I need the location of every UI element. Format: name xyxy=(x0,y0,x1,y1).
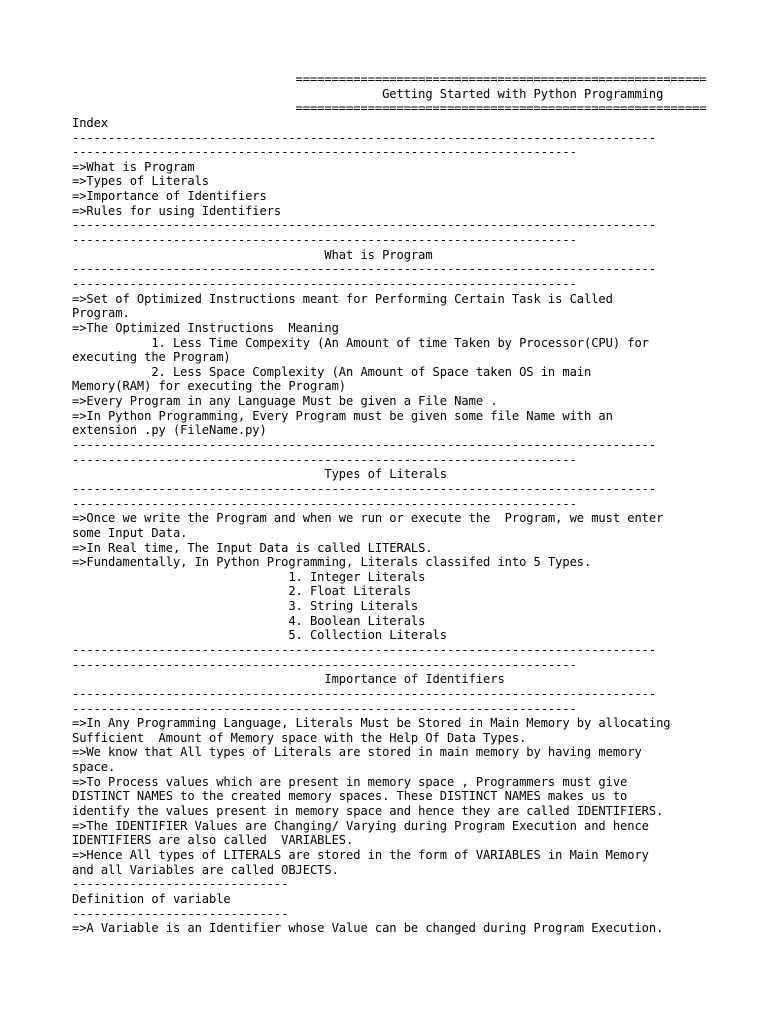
separator-line: ---------------------------------------------------------------------- xyxy=(72,452,577,467)
text-line: =>Once we write the Program and when we run or execute the Program, we must enter xyxy=(72,511,664,526)
separator-line: ---------------------------------------------------------------------- xyxy=(72,233,577,248)
text-line: =>A Variable is an Identifier whose Value can be changed during Program Execution. xyxy=(72,921,664,936)
separator-line: ---------------------------------------------------------------------- xyxy=(72,657,577,672)
separator-line: ========================================================= xyxy=(72,101,707,116)
text-line: =>Hence All types of LITERALS are stored in the form of VARIABLES in Main Memory xyxy=(72,847,649,862)
separator-line: --------------------------------------------------------------------------------- xyxy=(72,686,657,701)
separator-line: ---------------------------------------------------------------------- xyxy=(72,145,577,160)
text-line: =>The IDENTIFIER Values are Changing/ Varying during Program Execution and hence xyxy=(72,818,649,833)
text-line: =>We know that All types of Literals are stored in main memory by having memory xyxy=(72,745,642,760)
text-line: =>In Real time, The Input Data is called LITERALS. xyxy=(72,540,433,555)
text-line: =>To Process values which are present in memory space , Programmers must give xyxy=(72,774,628,789)
text-line: 1. Integer Literals xyxy=(72,569,426,584)
text-line: =>In Python Programming, Every Program must be given some file Name with an xyxy=(72,408,613,423)
separator-line: --------------------------------------------------------------------------------- xyxy=(72,438,657,453)
text-line: IDENTIFIERS are also called VARIABLES. xyxy=(72,833,354,848)
text-line: extension .py (FileName.py) xyxy=(72,423,267,438)
separator-line: --------------------------------------------------------------------------------- xyxy=(72,642,657,657)
separator-line: --------------------------------------------------------------------------------- xyxy=(72,481,657,496)
text-line: =>Rules for using Identifiers xyxy=(72,203,282,218)
text-line: identify the values present in memory space and hence they are called IDENTIFIERS. xyxy=(72,804,664,819)
text-line: some Input Data. xyxy=(72,525,188,540)
section-heading: Types of Literals xyxy=(72,467,447,482)
text-line: Definition of variable xyxy=(72,891,231,906)
text-line: space. xyxy=(72,760,116,775)
text-line: 4. Boolean Literals xyxy=(72,613,426,628)
text-line: =>Fundamentally, In Python Programming, Literals classifed into 5 Types. xyxy=(72,555,592,570)
separator-line: ---------------------------------------------------------------------- xyxy=(72,496,577,511)
separator-line: ---------------------------------------------------------------------- xyxy=(72,701,577,716)
separator-line: ========================================================= xyxy=(72,72,707,86)
text-line: =>The Optimized Instructions Meaning xyxy=(72,320,339,335)
text-line: and all Variables are called OBJECTS. xyxy=(72,862,339,877)
text-line: =>In Any Programming Language, Literals Must be Stored in Main Memory by allocating xyxy=(72,716,671,731)
text-line: 5. Collection Literals xyxy=(72,628,447,643)
text-line: 2. Less Space Complexity (An Amount of Space taken OS in main xyxy=(72,364,592,379)
section-heading: Importance of Identifiers xyxy=(72,672,505,687)
separator-line: --------------------------------------------------------------------------------- xyxy=(72,130,657,145)
document-title: Getting Started with Python Programming xyxy=(72,86,664,101)
text-line: executing the Program) xyxy=(72,350,231,365)
text-line: Index xyxy=(72,115,109,130)
separator-line: --------------------------------------------------------------------------------- xyxy=(72,218,657,233)
text-line: =>Set of Optimized Instructions meant for Performing Certain Task is Called xyxy=(72,291,613,306)
text-line: 3. String Literals xyxy=(72,599,419,614)
separator-line: ---------------------------------------------------------------------- xyxy=(72,276,577,291)
document-page xyxy=(72,72,712,936)
text-line: =>Importance of Identifiers xyxy=(72,189,267,204)
section-heading: What is Program xyxy=(72,247,433,262)
text-line: DISTINCT NAMES to the created memory spaces. These DISTINCT NAMES makes us to xyxy=(72,789,628,804)
separator-line: --------------------------------------------------------------------------------- xyxy=(72,262,657,277)
text-line: =>Every Program in any Language Must be given a File Name . xyxy=(72,394,498,409)
text-line: 2. Float Literals xyxy=(72,584,411,599)
text-line: =>What is Program xyxy=(72,159,195,174)
text-line: Program. xyxy=(72,306,130,321)
text-line: 1. Less Time Compexity (An Amount of time Taken by Processor(CPU) for xyxy=(72,335,649,350)
text-line: Memory(RAM) for executing the Program) xyxy=(72,379,347,394)
separator-line: ------------------------------ xyxy=(72,877,289,892)
text-line: =>Types of Literals xyxy=(72,174,210,189)
separator-line: ------------------------------ xyxy=(72,906,289,921)
text-line: Sufficient Amount of Memory space with the Help Of Data Types. xyxy=(72,730,527,745)
